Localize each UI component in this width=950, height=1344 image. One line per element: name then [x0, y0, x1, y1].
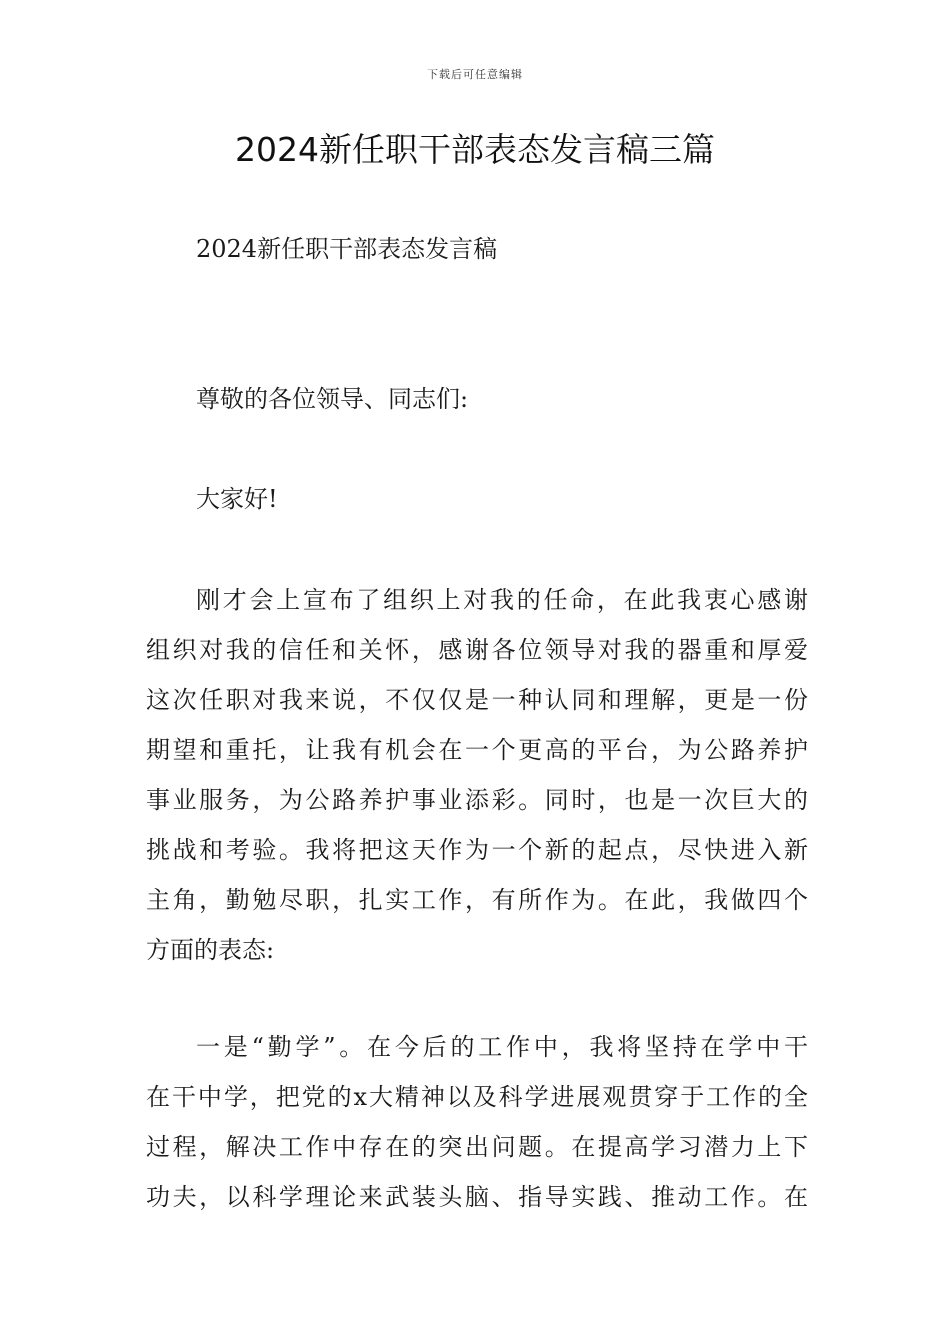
paragraph-1-line: 组织对我的信任和关怀，感谢各位领导对我的器重和厚爱 — [146, 636, 808, 664]
document-title: 2024新任职干部表态发言稿三篇 — [235, 130, 715, 169]
paragraph-1-line: 这次任职对我来说，不仅仅是一种认同和理解，更是一份 — [146, 686, 808, 714]
paragraph-1-line: 刚才会上宣布了组织上对我的任命，在此我衷心感谢 — [196, 586, 808, 614]
paragraph-1-line: 挑战和考验。我将把这天作为一个新的起点，尽快进入新 — [146, 836, 808, 864]
paragraph-1-line: 事业服务，为公路养护事业添彩。同时，也是一次巨大的 — [146, 786, 808, 814]
paragraph-2-line: 过程，解决工作中存在的突出问题。在提高学习潜力上下 — [146, 1133, 808, 1161]
header-note: 下载后可任意编辑 — [427, 68, 523, 81]
hello-line: 大家好! — [196, 485, 278, 513]
paragraph-1-line: 期望和重托，让我有机会在一个更高的平台，为公路养护 — [146, 736, 808, 764]
subtitle-line: 2024新任职干部表态发言稿 — [196, 235, 498, 263]
paragraph-2-line: 一是“勤学”。在今后的工作中，我将坚持在学中干 — [196, 1033, 808, 1061]
paragraph-2 — [146, 1022, 808, 1222]
paragraph-1-line: 主角，勤勉尽职，扎实工作，有所作为。在此，我做四个 — [146, 886, 808, 914]
greeting-line: 尊敬的各位领导、同志们: — [196, 385, 469, 413]
paragraph-2-line: 在干中学，把党的x大精神以及科学进展观贯穿于工作的全 — [146, 1083, 808, 1111]
paragraph-1 — [146, 575, 808, 975]
paragraph-1-line: 方面的表态: — [146, 936, 275, 964]
paragraph-2-line: 功夫，以科学理论来武装头脑、指导实践、推动工作。在 — [146, 1183, 808, 1211]
